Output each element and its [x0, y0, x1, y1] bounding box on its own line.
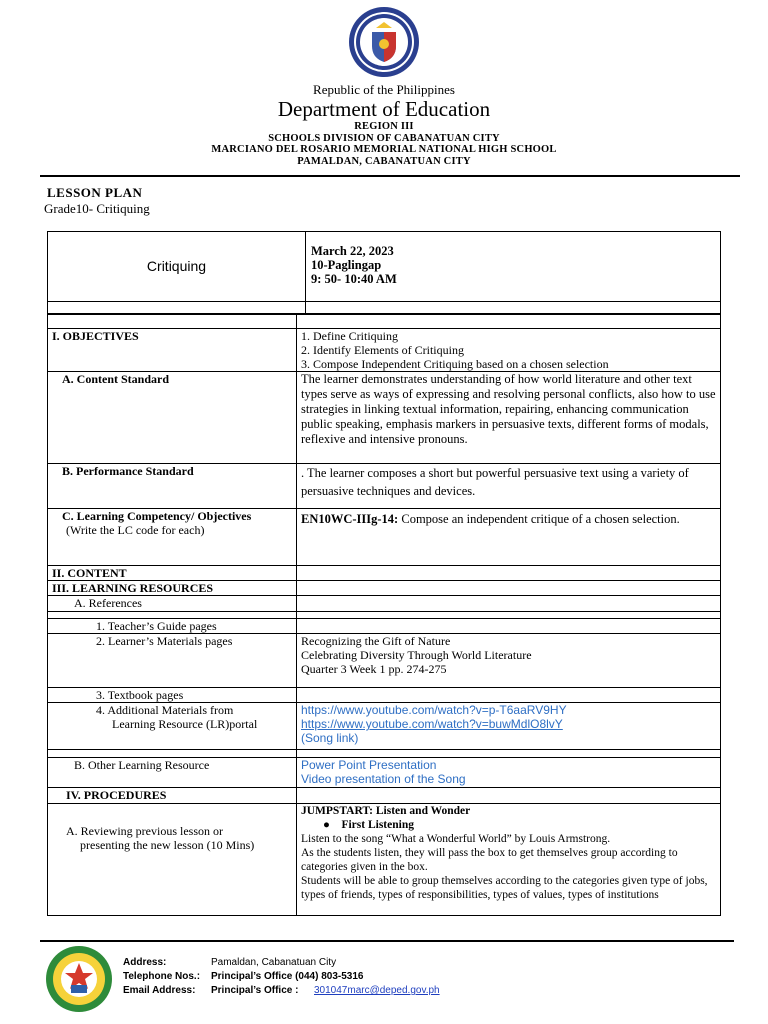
footer-telephone-label: Telephone Nos.:: [123, 971, 201, 982]
lm-line: Celebrating Diversity Through World Literature: [301, 648, 532, 662]
references-label: A. References: [48, 596, 297, 612]
procedure-text-cell: [297, 804, 721, 916]
footer-address-label: Address:: [123, 957, 167, 968]
lesson-plan-table: [47, 314, 721, 916]
song-link-label: (Song link): [301, 731, 359, 745]
competency-sublabel: (Write the LC code for each): [66, 523, 205, 537]
procedure-text-2: As the students listen, they will pass the box to get themselves group according to categories given in the box.: [301, 847, 678, 873]
learners-materials-cell: [297, 634, 721, 688]
footer-email-label: Email Address:: [123, 985, 196, 996]
video-resource: Video presentation of the Song: [301, 772, 466, 786]
lesson-info-table: [47, 231, 721, 314]
content-label: II. CONTENT: [48, 566, 297, 581]
powerpoint-resource: Power Point Presentation: [301, 758, 437, 772]
lesson-time: 9: 50- 10:40 AM: [311, 272, 397, 286]
lesson-section: 10-Paglingap: [311, 258, 382, 272]
procedure-text-3: Students will be able to group themselves according to the categories given type of jobs, types of friends, types of responsibilities, types of values, types of institutions: [301, 875, 708, 901]
additional-materials-label-2: Learning Resource (LR)portal: [112, 717, 258, 731]
jumpstart-bold: JUMPSTART: [301, 805, 370, 817]
footer-email-prefix: Principal’s Office :: [211, 985, 299, 996]
lesson-date: March 22, 2023: [311, 244, 394, 258]
youtube-link-1[interactable]: https://www.youtube.com/watch?v=p-T6aaRV9HY: [301, 703, 567, 717]
competency-label-cell: [48, 509, 297, 566]
first-listening-item: [301, 818, 716, 832]
content-standard-text: The learner demonstrates understanding of how world literature and other text types serve as ways of expressing and resolving personal conflicts, also how to use strategies in linking textual information, repairing, enhancing communication public speaking, emphasis markers in persuasive texts, different forms of modals, reflexive and intensive pronouns.: [297, 372, 721, 464]
deped-seal-logo: [348, 6, 420, 78]
objective-item: 1. Define Critiquing: [301, 329, 398, 343]
bullet-icon: ●: [323, 819, 342, 831]
other-resource-cell: [297, 758, 721, 788]
procedures-label: IV. PROCEDURES: [48, 788, 297, 804]
address-line: PAMALDAN, CABANATUAN CITY: [297, 155, 471, 167]
objectives-label: I. OBJECTIVES: [48, 329, 297, 372]
content-standard-label: A. Content Standard: [48, 372, 297, 464]
footer-divider: [40, 940, 734, 942]
additional-links-cell: [297, 703, 721, 750]
lc-text: Compose an independent critique of a chosen selection.: [398, 512, 680, 526]
page-title: LESSON PLAN: [47, 185, 143, 200]
page-subtitle: Grade10- Critiquing: [44, 201, 150, 216]
school-line: MARCIANO DEL ROSARIO MEMORIAL NATIONAL HIGH SCHOOL: [211, 144, 557, 155]
teachers-guide-label: 1. Teacher’s Guide pages: [48, 619, 297, 634]
learning-resources-label: III. LEARNING RESOURCES: [48, 581, 297, 596]
header-divider: [40, 175, 740, 177]
performance-standard-label: B. Performance Standard: [48, 464, 297, 509]
review-label: A. Reviewing previous lesson or: [66, 824, 223, 838]
review-label-2: presenting the new lesson (10 Mins): [80, 838, 255, 852]
objective-item: 2. Identify Elements of Critiquing: [301, 343, 464, 357]
jumpstart-rest: : Listen and Wonder: [369, 805, 471, 817]
topic-cell: Critiquing: [146, 257, 207, 274]
additional-materials-cell: [48, 703, 297, 750]
objectives-list: [297, 329, 721, 372]
region-line: REGION III: [354, 121, 414, 132]
additional-materials-label: 4. Additional Materials from: [96, 703, 234, 717]
division-line: SCHOOLS DIVISION OF CABANATUAN CITY: [268, 132, 500, 144]
footer-email-link[interactable]: 301047marc@deped.gov.ph: [314, 985, 440, 996]
footer-address-value: Pamaldan, Cabanatuan City: [211, 957, 337, 968]
competency-text-cell: [297, 509, 721, 566]
footer-telephone-value: Principal’s Office (044) 803-5316: [211, 971, 364, 982]
youtube-link-2[interactable]: https://www.youtube.com/watch?v=buwMdlO8lvY: [301, 717, 563, 731]
department-title: Department of Education: [277, 97, 491, 121]
learners-materials-label: 2. Learner’s Materials pages: [48, 634, 297, 688]
jumpstart-heading: [301, 804, 716, 818]
performance-standard-text: . The learner composes a short but powerful persuasive text using a variety of persuasive techniques and devices.: [297, 464, 721, 509]
competency-label: C. Learning Competency/ Objectives: [62, 509, 252, 523]
first-listening-label: First Listening: [341, 819, 414, 831]
objective-item: 3. Compose Independent Critiquing based on a chosen selection: [301, 357, 609, 371]
textbook-label: 3. Textbook pages: [48, 688, 297, 703]
lm-line: Quarter 3 Week 1 pp. 274-275: [301, 662, 447, 676]
republic-line: Republic of the Philippines: [313, 82, 455, 97]
school-logo: [45, 945, 113, 1013]
other-resource-label: B. Other Learning Resource: [48, 758, 297, 788]
lm-line: Recognizing the Gift of Nature: [301, 634, 451, 648]
review-label-cell: [48, 804, 297, 916]
procedure-text-1: Listen to the song “What a Wonderful World” by Louis Armstrong.: [301, 833, 611, 845]
school-info: [0, 121, 768, 167]
lc-code: EN10WC-IIIg-14:: [301, 512, 399, 526]
